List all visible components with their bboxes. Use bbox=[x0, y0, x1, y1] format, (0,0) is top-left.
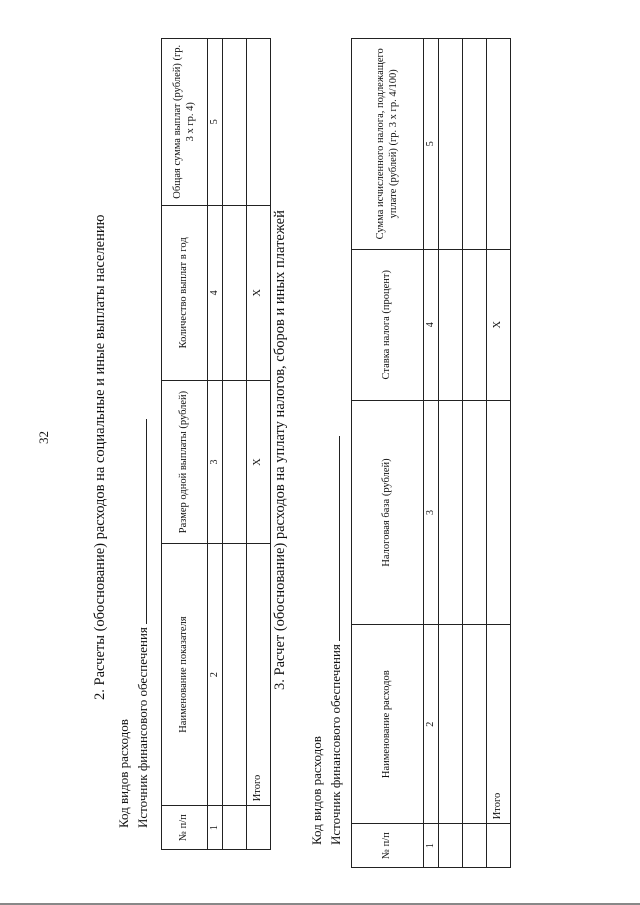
table-header-row bbox=[162, 39, 208, 850]
table-cell[interactable] bbox=[463, 39, 487, 250]
table-cell[interactable] bbox=[439, 400, 463, 624]
section3-code-line bbox=[309, 736, 325, 845]
table-cell[interactable] bbox=[463, 249, 487, 400]
table-cell[interactable] bbox=[223, 806, 247, 850]
table-row bbox=[223, 39, 247, 850]
table-row bbox=[439, 39, 463, 868]
total-mark: X bbox=[487, 249, 511, 400]
page-number: 32 bbox=[36, 431, 51, 444]
column-number: 4 bbox=[208, 205, 223, 381]
table-cell bbox=[247, 806, 271, 850]
column-number: 2 bbox=[208, 543, 223, 805]
total-row bbox=[247, 39, 271, 850]
col-header-tax-sum: Сумма исчисленного налога, подлежащего уплате (рублей) (гр. 3 x гр. 4/100) bbox=[352, 39, 424, 250]
column-number: 3 bbox=[424, 400, 439, 624]
table-cell[interactable] bbox=[223, 39, 247, 206]
column-number: 5 bbox=[208, 39, 223, 206]
section3-title: 3. Расчет (обоснование) расходов на уплату налогов, сборов и иных платежей bbox=[272, 210, 288, 690]
section3-table bbox=[351, 38, 511, 868]
table-cell[interactable] bbox=[439, 625, 463, 824]
total-label: Итого bbox=[487, 625, 511, 824]
table-cell[interactable] bbox=[439, 824, 463, 868]
col-header-number: № п/п bbox=[352, 824, 424, 868]
table-header-row bbox=[352, 39, 424, 868]
section2-table bbox=[161, 38, 271, 850]
section2-source-line bbox=[134, 419, 151, 828]
col-header-tax-rate: Ставка налога (процент) bbox=[352, 249, 424, 400]
section3-table-wrap bbox=[351, 38, 511, 868]
table-cell[interactable] bbox=[223, 205, 247, 381]
section3-source-field bbox=[327, 436, 340, 641]
table-cell[interactable] bbox=[463, 400, 487, 624]
column-number: 5 bbox=[424, 39, 439, 250]
column-number: 1 bbox=[424, 824, 439, 868]
section2-table-wrap bbox=[161, 38, 271, 850]
col-header-expense-name: Наименование расходов bbox=[352, 625, 424, 824]
table-cell[interactable] bbox=[223, 543, 247, 805]
section2-code-line bbox=[116, 719, 132, 828]
column-number: 4 bbox=[424, 249, 439, 400]
table-cell[interactable] bbox=[463, 625, 487, 824]
total-mark: X bbox=[247, 381, 271, 544]
section2-code-label: Код видов расходов bbox=[116, 719, 131, 828]
col-header-tax-base: Налоговая база (рублей) bbox=[352, 400, 424, 624]
table-cell bbox=[487, 824, 511, 868]
section3-source-label: Источник финансового обеспечения bbox=[328, 644, 343, 845]
col-header-payment-size: Размер одной выплаты (рублей) bbox=[162, 381, 208, 544]
table-cell[interactable] bbox=[487, 400, 511, 624]
column-number: 1 bbox=[208, 806, 223, 850]
col-header-payments-count: Количество выплат в год bbox=[162, 205, 208, 381]
table-cell[interactable] bbox=[439, 39, 463, 250]
column-number-row bbox=[424, 39, 439, 868]
section2-source-label: Источник финансового обеспечения bbox=[135, 627, 150, 828]
table-row bbox=[463, 39, 487, 868]
column-number: 2 bbox=[424, 625, 439, 824]
column-number-row bbox=[208, 39, 223, 850]
col-header-number: № п/п bbox=[162, 806, 208, 850]
section3-source-line bbox=[327, 436, 344, 845]
table-cell[interactable] bbox=[439, 249, 463, 400]
col-header-indicator: Наименование показателя bbox=[162, 543, 208, 805]
section2-source-field bbox=[134, 419, 147, 624]
table-cell[interactable] bbox=[223, 381, 247, 544]
total-row bbox=[487, 39, 511, 868]
column-number: 3 bbox=[208, 381, 223, 544]
total-label: Итого bbox=[247, 543, 271, 805]
total-mark: X bbox=[247, 205, 271, 381]
table-cell[interactable] bbox=[463, 824, 487, 868]
section2-title: 2. Расчеты (обоснование) расходов на социальные и иные выплаты населению bbox=[92, 214, 108, 700]
total-sum-cell[interactable] bbox=[487, 39, 511, 250]
total-sum-cell[interactable] bbox=[247, 39, 271, 206]
section3-code-label: Код видов расходов bbox=[309, 736, 324, 845]
col-header-total-sum: Общая сумма выплат (рублей) (гр. 3 x гр. 4) bbox=[162, 39, 208, 206]
